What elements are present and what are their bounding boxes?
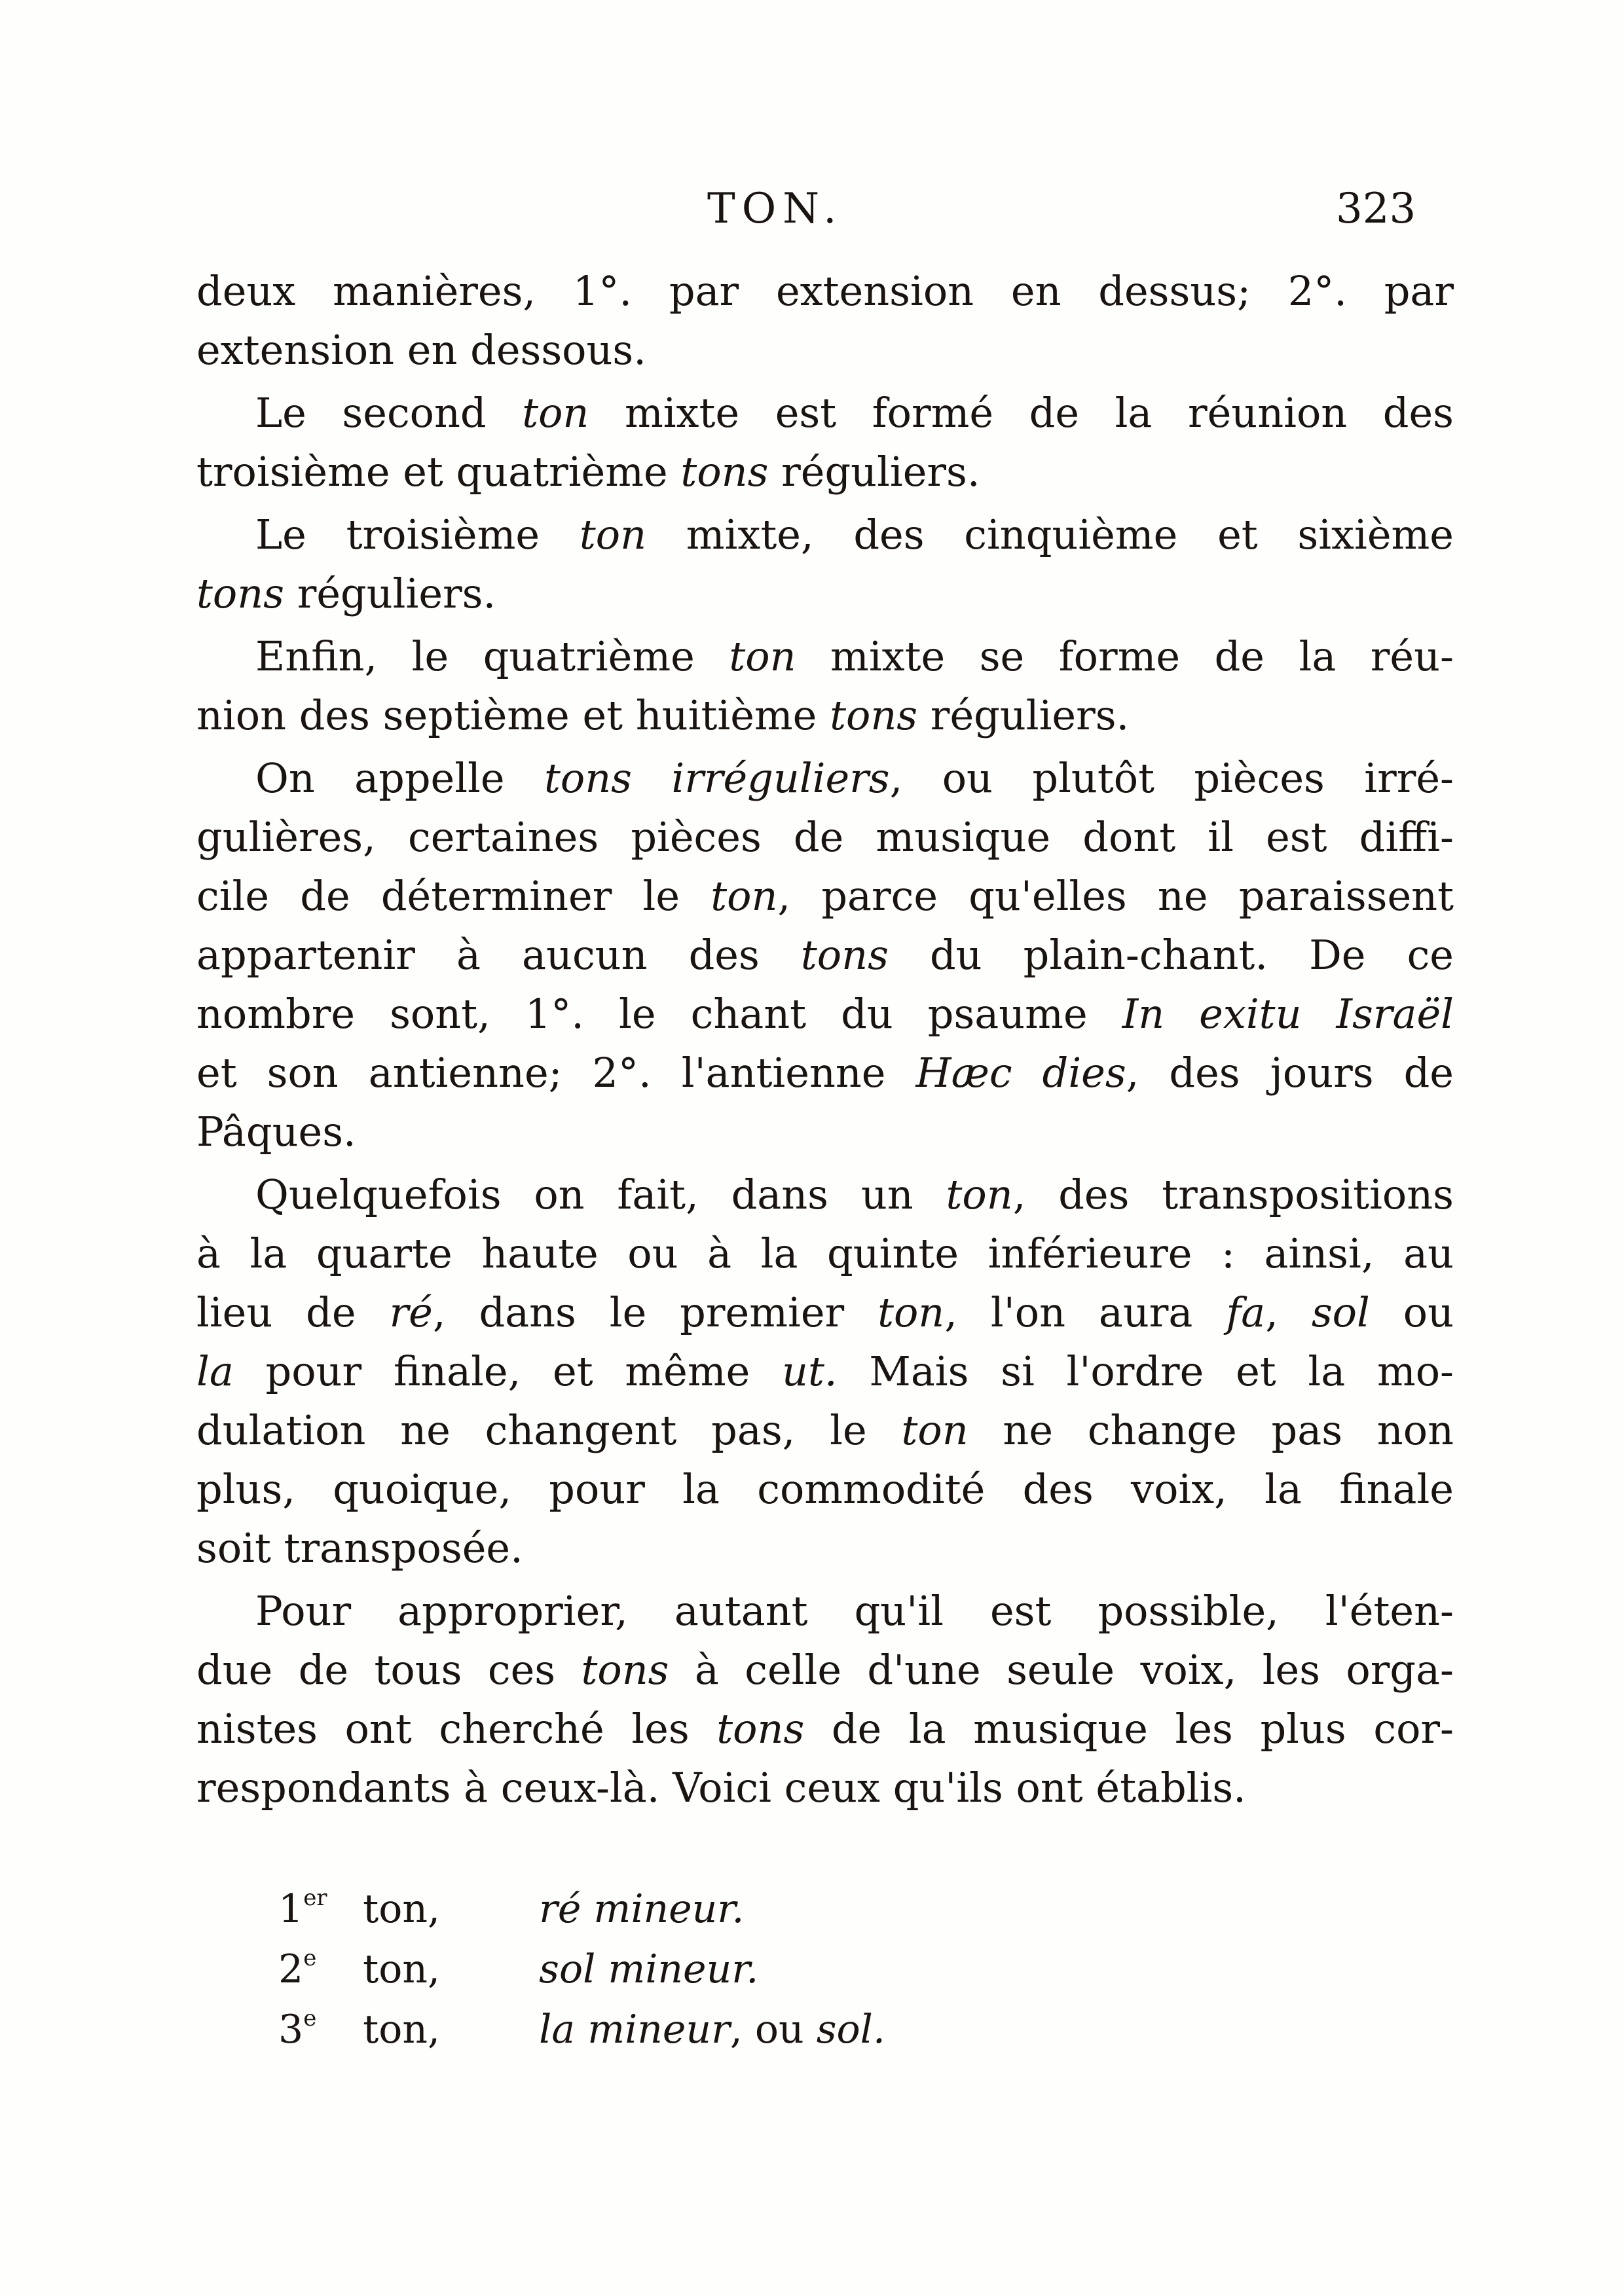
tone-number: 3e xyxy=(278,2005,317,2052)
text-line: plus, quoique, pour la commodité des voix, la finale xyxy=(196,1465,1454,1513)
tone-item xyxy=(278,1939,885,1999)
tone-list xyxy=(278,1879,885,2060)
text-line: Le troisième ton mixte, des cinquième et sixième xyxy=(255,511,1454,558)
tone-key-italic: la mineur xyxy=(539,2007,730,2052)
text-line: appartenir à aucun des tons du plain-chant. De ce xyxy=(196,931,1454,979)
text-line: gulières, certaines pièces de musique dont il est diffi- xyxy=(196,813,1454,861)
text-line: tons réguliers. xyxy=(196,570,496,617)
tone-word: ton, xyxy=(363,1946,441,1992)
text-line: Enfin, le quatrième ton mixte se forme de la réu- xyxy=(255,632,1454,680)
text-line: nion des septième et huitième tons réguliers. xyxy=(196,691,1130,739)
text-line: à la quarte haute ou à la quinte inférieure : ainsi, au xyxy=(196,1230,1454,1277)
text-line: lieu de ré, dans le premier ton, l'on aura fa, sol ou xyxy=(196,1288,1454,1336)
running-head xyxy=(0,185,1624,237)
tone-word: ton, xyxy=(363,1886,441,1932)
text-line: dulation ne changent pas, le ton ne change pas non xyxy=(196,1406,1454,1454)
tone-item xyxy=(278,1999,885,2060)
tone-number: 1er xyxy=(278,1885,327,1932)
text-line: nombre sont, 1°. le chant du psaume In exitu Israël xyxy=(196,990,1454,1038)
text-line: la pour finale, et même ut. Mais si l'ordre et la mo- xyxy=(196,1347,1454,1395)
text-line: Pâques. xyxy=(196,1108,356,1156)
text-line: troisième et quatrième tons réguliers. xyxy=(196,448,980,496)
running-title: TON. xyxy=(707,185,843,233)
text-line: et son antienne; 2°. l'antienne Hæc dies, des jours de xyxy=(196,1049,1454,1097)
tone-key: sol mineur. xyxy=(539,1946,759,1992)
text-line: deux manières, 1°. par extension en dessus; 2°. par xyxy=(196,267,1454,315)
text-line: cile de déterminer le ton, parce qu'elles ne paraissent xyxy=(196,872,1454,920)
text-line: nistes ont cherché les tons de la musique les plus cor- xyxy=(196,1705,1454,1753)
text-line: Quelquefois on fait, dans un ton, des transpositions xyxy=(255,1171,1454,1218)
tone-key: la mineur, ou sol. xyxy=(539,2007,885,2052)
text-line: Pour approprier, autant qu'il est possible, l'éten- xyxy=(255,1587,1454,1635)
tone-item xyxy=(278,1879,885,1939)
text-line: respondants à ceux-là. Voici ceux qu'ils ont établis. xyxy=(196,1764,1246,1812)
text-line: due de tous ces tons à celle d'une seule voix, les orga- xyxy=(196,1646,1454,1694)
text-line: Le second ton mixte est formé de la réunion des xyxy=(255,389,1454,437)
body-text xyxy=(196,262,1454,1817)
page-number: 323 xyxy=(1336,185,1416,233)
text-line: On appelle tons irréguliers, ou plutôt pièces irré- xyxy=(255,754,1454,802)
tone-key: ré mineur. xyxy=(539,1886,745,1932)
text-line: soit transposée. xyxy=(196,1524,523,1572)
text-line: extension en dessous. xyxy=(196,326,646,374)
tone-key-alt: sol. xyxy=(816,2007,885,2052)
tone-word: ton, xyxy=(363,2007,441,2052)
tone-number: 2e xyxy=(278,1945,317,1992)
